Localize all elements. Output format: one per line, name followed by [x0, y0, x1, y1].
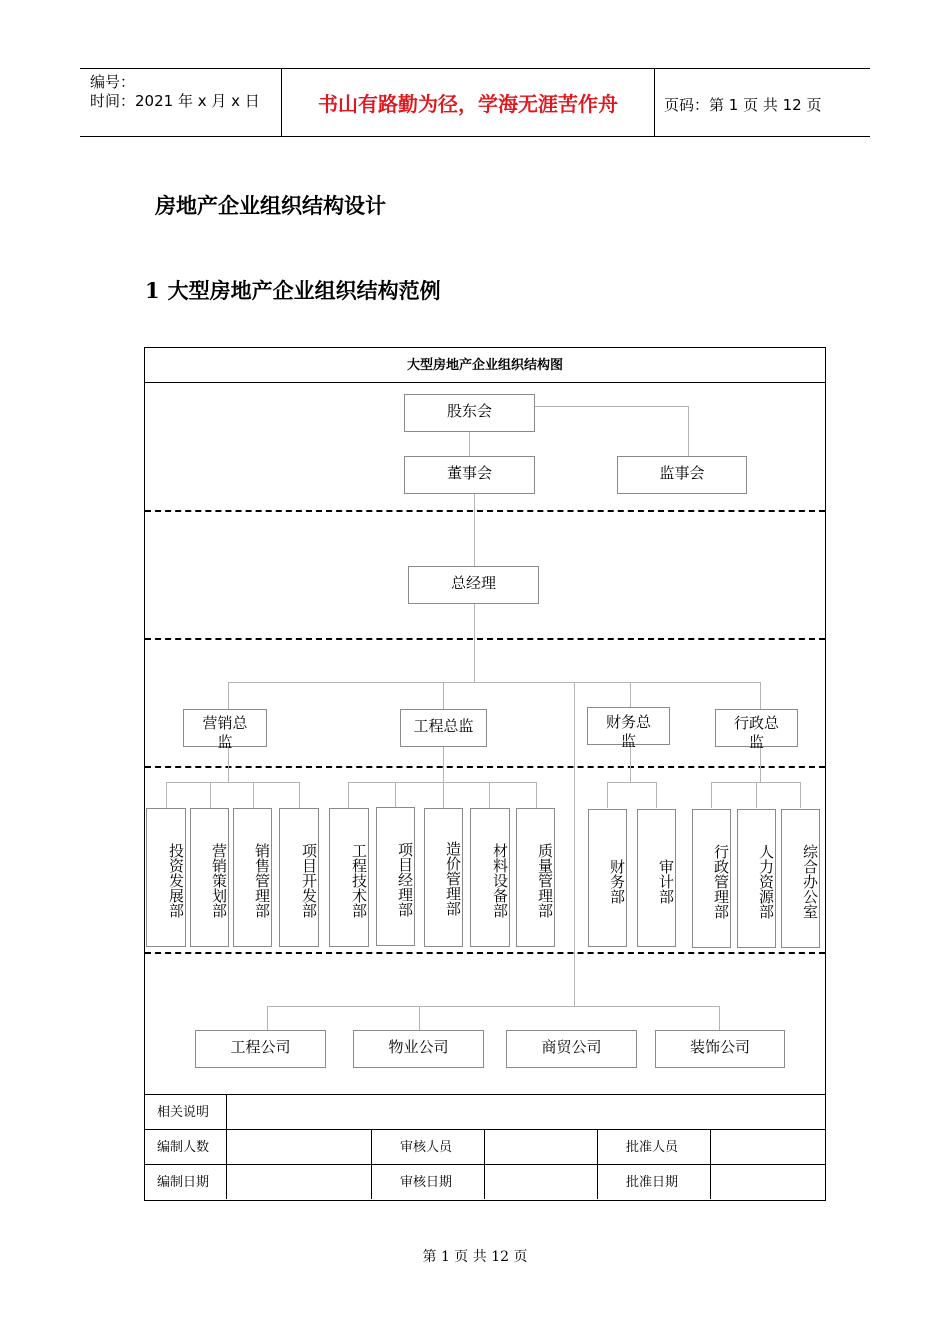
connector	[536, 782, 537, 808]
tier-divider	[145, 766, 825, 768]
node-department: 项目经理部	[376, 807, 415, 946]
node-engineering-director: 工程总监	[400, 709, 487, 747]
connector	[299, 782, 300, 808]
node-department: 销售管理部	[233, 808, 272, 947]
header-time-label: 时间：2021 年 x 月 x 日	[90, 92, 260, 110]
label-reviewer: 审核人员	[400, 1140, 453, 1155]
table-rule	[145, 1094, 825, 1095]
label-review-date: 审核日期	[400, 1175, 453, 1190]
connector	[395, 782, 396, 808]
node-marketing-director: 营销总监	[183, 709, 267, 747]
header-page-label: 页码：第 1 页 共 12 页	[664, 96, 822, 114]
header-motto: 书山有路勤为径，学海无涯苦作舟	[318, 92, 618, 116]
table-rule	[484, 1129, 485, 1199]
connector	[443, 782, 444, 808]
label-prepared-date: 编制日期	[157, 1175, 210, 1190]
org-chart-title: 大型房地产企业组织结构图	[406, 358, 563, 373]
node-company: 物业公司	[353, 1030, 484, 1068]
node-department: 工程技术部	[329, 808, 369, 947]
title-rule	[145, 382, 825, 383]
connector	[607, 782, 608, 808]
connector	[228, 682, 760, 683]
connector	[534, 406, 688, 407]
node-department: 财务部	[588, 809, 627, 947]
connector	[166, 782, 300, 783]
node-department: 综合办公室	[781, 809, 820, 948]
connector	[630, 682, 631, 708]
section-title: 大型房地产企业组织结构范例	[167, 279, 441, 303]
connector	[711, 782, 712, 808]
node-department: 质量管理部	[516, 808, 555, 947]
node-department: 投资发展部	[146, 808, 186, 947]
connector	[756, 782, 757, 808]
node-company: 商贸公司	[506, 1030, 637, 1068]
node-company: 工程公司	[195, 1030, 326, 1068]
connector	[474, 493, 475, 567]
connector	[228, 682, 229, 709]
header-top-rule	[80, 68, 870, 69]
document-title: 房地产企业组织结构设计	[155, 194, 386, 218]
section-heading	[145, 275, 441, 305]
table-rule	[145, 1164, 825, 1165]
header-bottom-rule	[80, 136, 870, 137]
node-admin-director: 行政总监	[715, 709, 798, 747]
node-finance-director: 财务总监	[587, 707, 670, 745]
connector	[489, 782, 490, 808]
node-department: 材料设备部	[470, 808, 510, 947]
node-department: 造价管理部	[424, 808, 463, 947]
label-approver: 批准人员	[626, 1140, 679, 1155]
connector	[688, 406, 689, 457]
connector	[719, 1006, 720, 1030]
connector	[166, 782, 167, 808]
connector	[474, 603, 475, 683]
connector	[348, 782, 536, 783]
tier-divider	[145, 638, 825, 640]
label-approve-date: 批准日期	[626, 1175, 679, 1190]
connector	[348, 782, 349, 808]
node-company: 装饰公司	[655, 1030, 785, 1068]
table-rule	[226, 1094, 227, 1199]
label-prepared-count: 编制人数	[157, 1140, 210, 1155]
connector	[419, 1006, 420, 1030]
node-supervisors: 监事会	[617, 456, 747, 494]
connector	[656, 782, 657, 808]
header-number-label: 编号：	[90, 73, 136, 91]
connector	[210, 782, 211, 808]
node-department: 人力资源部	[737, 809, 776, 948]
node-department: 项目开发部	[279, 808, 319, 947]
table-rule	[145, 1129, 825, 1130]
table-rule	[597, 1129, 598, 1199]
page-footer: 第 1 页 共 12 页	[422, 1249, 528, 1265]
node-department: 行政管理部	[692, 809, 731, 948]
tier-divider	[145, 510, 825, 512]
connector	[267, 1006, 719, 1007]
label-notes: 相关说明	[157, 1105, 210, 1120]
table-rule	[710, 1129, 711, 1199]
tier-divider	[145, 952, 825, 954]
section-number: 1	[145, 278, 160, 303]
connector	[607, 782, 656, 783]
connector	[800, 782, 801, 808]
connector	[574, 682, 575, 1006]
node-board: 董事会	[404, 456, 535, 494]
node-department: 审计部	[637, 809, 676, 947]
connector	[443, 682, 444, 710]
node-shareholders: 股东会	[404, 394, 535, 432]
node-department: 营销策划部	[190, 808, 229, 947]
node-general-manager: 总经理	[408, 566, 539, 604]
connector	[443, 746, 444, 782]
connector	[267, 1006, 268, 1030]
connector	[760, 682, 761, 709]
table-rule	[371, 1129, 372, 1199]
connector	[469, 431, 470, 457]
connector	[253, 782, 254, 808]
header-divider	[654, 68, 655, 136]
